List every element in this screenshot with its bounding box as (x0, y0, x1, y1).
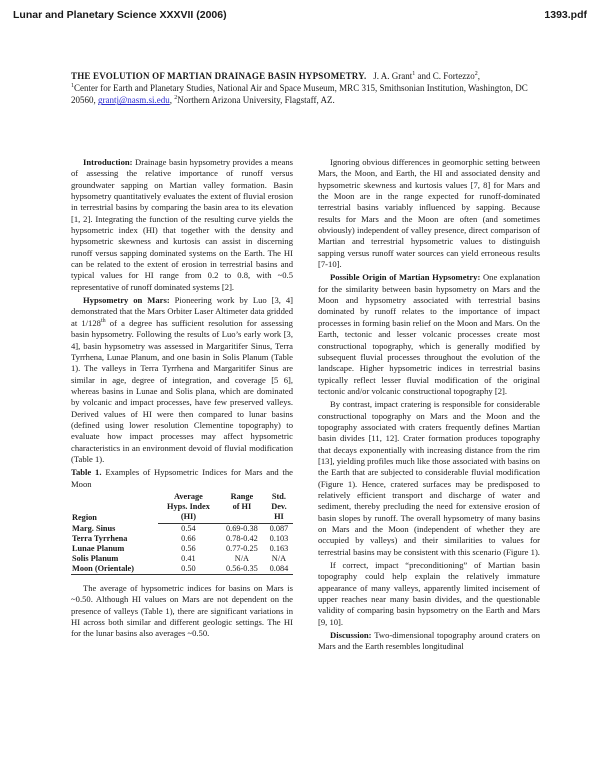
origin-paragraph: Possible Origin of Martian Hypsometry: One explanation for the similarity between basin hypsometry on Mars and the Moon and hypsometry associated with terrestrial basins dominated by runoff relates to the importance of impact processes in forming basin relief on the Moon and Mars. On the Earth, tectonic and lesser volcanic processes create most constructional topography, which is generally modified by subsequent fluvial processes throughout the evolution of the landscape. Higher hypsometric indices in terrestrial basins typically reflect lesser fluvial modification of the original tectonic and/or volcanic constructional topography [2]. (318, 272, 540, 396)
discussion-heading: Discussion: (330, 630, 372, 641)
authors: J. A. Grant$^1$ and C. Fortezzo$^2$, (373, 71, 480, 81)
hypsometry-mars-paragraph: Hypsometry on Mars: Pioneering work by Luo [3, 4] demonstrated that the Mars Orbiter Laser Altimeter data gridded at 1/128th of a degree has sufficient resolution for assessing basin hypsometry. Following the results of Luo’s early work [3, 4], basin hypsometry was assessed in Margaritifer Sinus, Terra Tyrrhena, Lunae Planum, and one basin in Solis Planum (Table 1). The valleys in Terra Tyrrhena and Margaritifer Sinus are similar in age, degree of integration, and coverage [5 6], whereas basins in Lunae and Solis plana, which are dominated by volcanic and impact processes, have few preserved valleys. Derived values of HI were then compared to lunar basins (defined using lower resolution Clementine topography) to evaluate how impact processes may affect hypsometric characteristics in an environment devoid of fluvial modification (Table 1). (71, 295, 293, 464)
affiliation-1: Center for Earth and Planetary Studies, National Air and Space Museum, MRC 315, Smithsonian Institution, Washington, DC 20560, (71, 83, 528, 106)
table-row: Solis Planum 0.41 N/A N/A (72, 553, 287, 563)
running-header (13, 9, 587, 23)
table-row: Moon (Orientale) 0.50 0.56-0.35 0.084 (71, 564, 293, 575)
discussion-paragraph: Discussion: Two-dimensional topography around craters on Mars and the Earth resembles longitudinal (318, 630, 540, 652)
col-header-region: Region (72, 513, 97, 523)
hypsometry-table: Region Average Range Std. Hyps. Index of HI Dev. (HI) HI Marg. Sinus 0.54 0.69-0.38 0.087 Terra Tyrrhena 0.66 0.78-0.42 0.103 Lunae Planum 0.56 0.77-0.25 0.163 Solis Planum 0.41 N/A N/A Moon (Orientale) 0.50 0.56-0.35 0.084 (71, 492, 293, 575)
table-row: Terra Tyrrhena 0.66 0.78-0.42 0.103 (72, 533, 289, 543)
author-grant: J. A. Grant (373, 71, 413, 81)
author-email-link[interactable]: grantj@nasm.si.edu (98, 95, 170, 106)
table-caption: Table 1. Examples of Hypsometric Indices for Mars and the Moon (71, 467, 293, 489)
col-header-range: Range (230, 491, 254, 501)
col-header-average: Average (174, 491, 203, 501)
after-table-paragraph: The average of hypsometric indices for basins on Mars is ~0.50. Although HI values on Mars are not dependent on the presence of valleys (Table 1), there are significant variations in HI across both similar and different geologic settings. The HI for the lunar basins also averages ~0.50. (71, 582, 293, 639)
journal-title: Lunar and Planetary Science XXXVII (2006) (13, 9, 227, 21)
paper-title: THE EVOLUTION OF MARTIAN DRAINAGE BASIN HYPSOMETRY. (71, 71, 367, 81)
table-row: Lunae Planum 0.56 0.77-0.25 0.163 (72, 543, 289, 553)
author1-affiliation-mark: 1 (412, 71, 416, 77)
title-block: THE EVOLUTION OF MARTIAN DRAINAGE BASIN HYPSOMETRY. J. A. Grant$^1$ and C. Fortezzo$^2$, $^1$Center for Earth and Planetary Studies, National Air and Space Museum, MRC 315, Smithsonian Institution, Washington, DC 20560, grantj@nasm.si.edu, $^2$Northern Arizona University, Flagstaff, AZ. (71, 71, 528, 106)
cratering-paragraph: By contrast, impact cratering is responsible for considerable constructional topography on Mars and the Moon and the topography associated with craters frequently defines Martian basin divides [11, 12]. Crater formation produces topography that decays exponentially with increasing distance from the rim [13], yielding profiles much like those associated with basins on the Earth that are subjected to considerable fluvial modification (Figure 1). Hence, cratered surfaces may be predisposed to relatively efficient transport and discharge of water and sediment, thereby precluding the need for extensive erosion of basin slopes by runoff. The overall hypsometry of many basins on Mars and the Moon (independent of whether they are occupied by valleys) and their similarities to values for terrestrial basins may be consistent with this scenario (Figure 1). (318, 399, 540, 557)
right-column (318, 157, 540, 655)
affiliation2-mark: 2 (174, 95, 178, 102)
hypsometry-mars-heading: Hypsometry on Mars: (83, 295, 170, 306)
affiliation1-mark: 1 (71, 83, 74, 90)
document-id: 1393.pdf (544, 9, 587, 21)
author2-affiliation-mark: 2 (474, 71, 478, 77)
intro-heading: Introduction: (83, 157, 133, 167)
col-header-std: Std. (271, 491, 286, 501)
comparison-paragraph: Ignoring obvious differences in geomorphic setting between Mars, the Moon, and Earth, the HI and associated density and hypsometric skewness and kurtosis values [7, 8] for Mars and the Moon are in the range expected for runoff-dominated terrestrial basins variably influenced by sapping. Because results for Mars and the Moon are often (and sometimes obviously) independent of valley presence, direct comparison of Martian and terrestrial hypsometric values to distinguish sapping versus runoff water sources can yield erroneous results [7-10]. (318, 157, 540, 270)
left-column (71, 157, 293, 642)
table-row: Marg. Sinus 0.54 0.69-0.38 0.087 (72, 523, 289, 533)
preconditioning-paragraph: If correct, impact “preconditioning” of Martian basin topography could help explain the relatively immature appearance of many valleys, apparently limited incisement of upper reaches near many basin divides, and the questionable validity of comparing basin hypsometry on the Earth and Mars [9, 10]. (318, 560, 540, 627)
intro-paragraph: Introduction: Drainage basin hypsometry provides a means of assessing the relative importance of runoff versus groundwater sapping on Martian valley formation. Basin hypsometry quantitatively evaluates the extent of fluvial erosion in terrestrial basins by comparing the basin area to its elevation [1, 2]. Integrating the function of the resulting curve yields the hypsometric index (HI) that together with the density and hypsometric skewness and kurtosis can assist in discerning runoff versus sapping dominated systems on the Earth. The HI can be related to the extent of erosion in terrestrial basins and typical values for HI range from 0.2 to 0.8, with ~0.5 representative of runoff dominated systems [2]. (71, 157, 293, 292)
affiliation-2: Northern Arizona University, Flagstaff, AZ. (177, 95, 335, 106)
author-fortezzo: and C. Fortezzo (415, 71, 475, 81)
origin-heading: Possible Origin of Martian Hypsometry: (330, 272, 481, 283)
